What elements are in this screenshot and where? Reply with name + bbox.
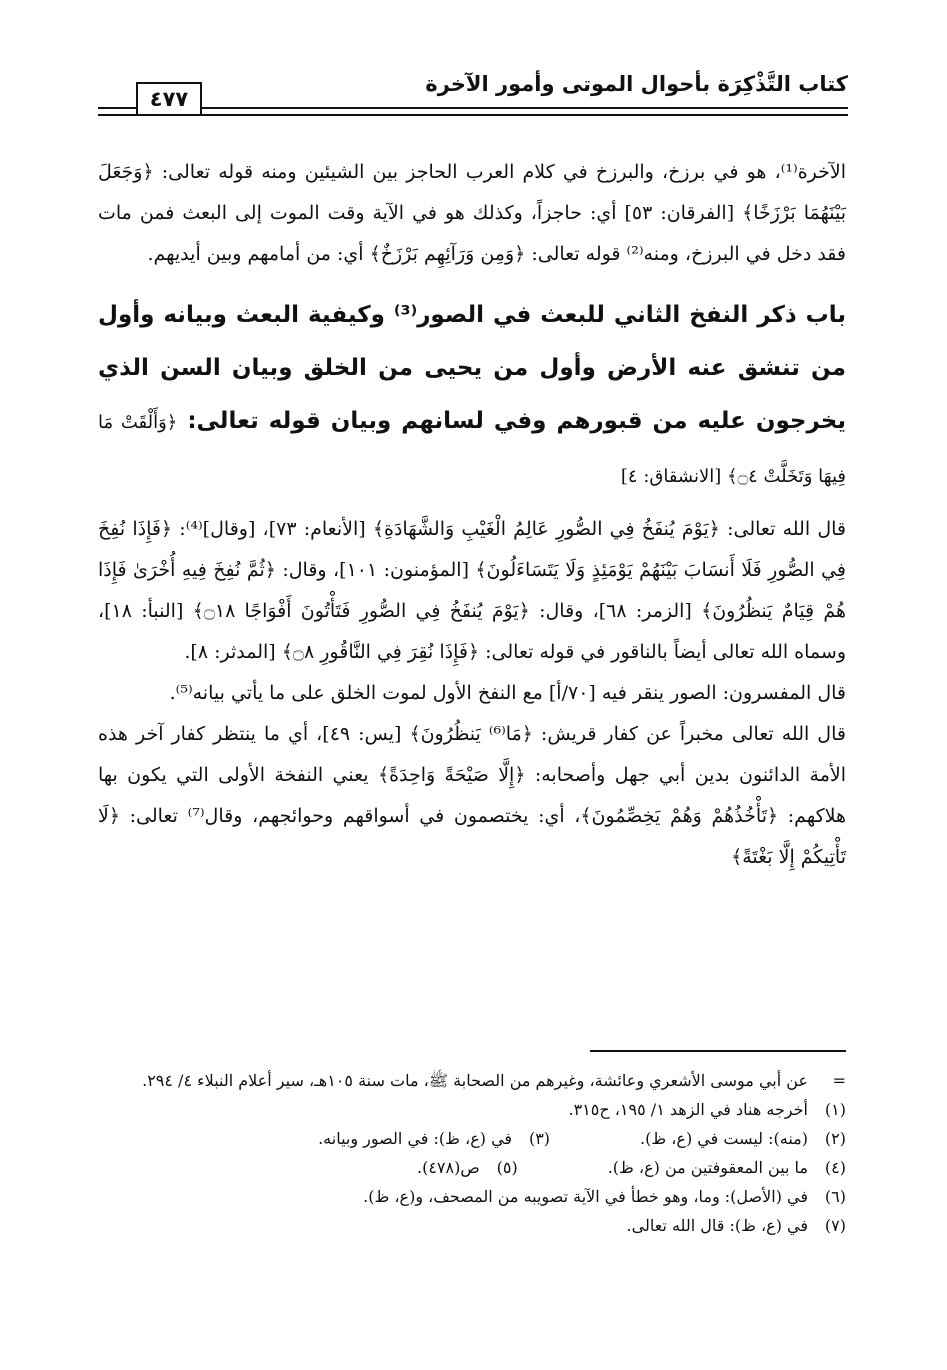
footnote-marker: = (832, 1071, 846, 1090)
footnote-item (318, 1124, 550, 1153)
footnote-number: (٢) (824, 1129, 846, 1148)
footnote-item (417, 1153, 518, 1182)
footnote-text: في (الأصل): وما، وهو خطأ في الآية تصويبه من المصحف، و(ع، ظ). (363, 1187, 808, 1206)
header-rule-bottom (98, 114, 848, 116)
footnote-item (640, 1124, 846, 1153)
footnote-line (98, 1124, 846, 1153)
footnote-item (627, 1211, 846, 1240)
footnote-number: (١) (824, 1100, 846, 1119)
footnote-line (98, 1153, 846, 1182)
footnote-text: ما بين المعقوفتين من (ع، ظ). (607, 1158, 808, 1177)
main-text (98, 152, 846, 878)
footnote-line (98, 1182, 846, 1211)
chapter-heading-text: باب ذكر النفخ الثاني للبعث في الصور⁽³⁾ وكيفية البعث وبيانه وأول من تنشق عنه الأرض وأول من يحيى من الخلق وبيان السن الذي يخرجون عليه من قبورهم وفي لسانهم وبيان قوله تعالى: (98, 302, 847, 434)
footnote-separator (590, 1050, 846, 1052)
footnote-text: (منه): ليست في (ع، ظ). (640, 1129, 808, 1148)
footnote-item (608, 1153, 846, 1182)
page-header (98, 66, 848, 126)
footnote-line (98, 1095, 846, 1124)
paragraph: قال الله تعالى مخبراً عن كفار قريش: ﴿مَا⁽⁶⁾ يَنظُرُونَ﴾ [يس: ٤٩]، أي ما ينتظر كفار آخر هذه الأمة الدائنون بدين أبي جهل وأصحابه: ﴿إِلَّا صَيْحَةً وَاحِدَةً﴾ يعني النفخة الأولى التي يكون بها هلاكهم: ﴿تَأْخُذُهُمْ وَهُمْ يَخِصِّمُونَ﴾، أي: يختصمون في أسواقهم وحوائجهم، وقال⁽⁷⁾ تعالى: ﴿لَا تَأْتِيكُمْ إِلَّا بَغْتَةً﴾ (98, 723, 846, 868)
footnote-number: (٧) (824, 1216, 846, 1235)
chapter-heading (98, 289, 846, 503)
footnote-text: عن أبي موسى الأشعري وعائشة، وغيرهم من الصحابة ﷺ، مات سنة ١٠٥هـ، سير أعلام النبلاء ٤/ ٢٩٤. (142, 1071, 808, 1090)
paragraph: قال الله تعالى: ﴿يَوْمَ يُنفَخُ فِي الصُّورِ عَالِمُ الْغَيْبِ وَالشَّهَادَةِ﴾ [الأنعام: ٧٣]، [وقال]⁽⁴⁾: ﴿فَإِذَا نُفِخَ فِي الصُّورِ فَلَا أَنسَابَ بَيْنَهُمْ يَوْمَئِذٍ وَلَا يَتَسَاءَلُونَ﴾ [المؤمنون: ١٠١]، وقال: ﴿ثُمَّ نُفِخَ فِيهِ أُخْرَىٰ فَإِذَا هُمْ قِيَامٌ يَنظُرُونَ﴾ [الزمر: ٦٨]، وقال: ﴿يَوْمَ يُنفَخُ فِي الصُّورِ فَتَأْتُونَ أَفْوَاجًا ۝١٨﴾ [النبأ: ١٨]، وسماه الله تعالى أيضاً بالناقور في قوله تعالى: ﴿فَإِذَا نُقِرَ فِي النَّاقُورِ ۝٨﴾ [المدثر: ٨]. (98, 518, 846, 663)
footnote-number: (٣) (528, 1129, 551, 1148)
page-number: ٤٧٧ (136, 82, 202, 116)
chapter-heading-verse: ﴿وَأَلْقَتْ مَا فِيهَا وَتَخَلَّتْ ۝٤﴾ [الانشقاق: ٤] (98, 412, 846, 487)
footnote-text: في (ع، ظ): قال الله تعالى. (626, 1216, 808, 1235)
intro-paragraph: الآخرة⁽¹⁾، هو في برزخ، والبرزخ في كلام العرب الحاجز بين الشيئين ومنه قوله تعالى: ﴿وَجَعَلَ بَيْنَهُمَا بَرْزَخًا﴾ [الفرقان: ٥٣] أي: حاجزاً، وكذلك هو في الآية وقت الموت إلى البعث فمن مات فقد دخل في البرزخ، ومنه⁽²⁾ قوله تعالى: ﴿وَمِن وَرَآئِهِم بَرْزَخٌ﴾ أي: من أمامهم وبين أيديهم. (98, 161, 846, 265)
footnote-text: ص(٤٧٨). (417, 1158, 480, 1177)
footnotes (98, 1066, 846, 1240)
footnote-line (98, 1211, 846, 1240)
book-title: كتاب التَّذْكِرَة بأحوال الموتى وأمور الآخرة (425, 72, 848, 96)
footnote-number: (٦) (824, 1187, 846, 1206)
footnote-continuation (98, 1066, 846, 1095)
footnote-number: (٥) (496, 1158, 518, 1177)
paragraph: قال المفسرون: الصور ينقر فيه [٧٠/أ] مع النفخ الأول لموت الخلق على ما يأتي بيانه⁽⁵⁾. (169, 682, 846, 704)
footnote-text: في (ع، ظ): في الصور وبيانه. (318, 1129, 513, 1148)
footnote-item (568, 1095, 846, 1124)
footnote-text: أخرجه هناد في الزهد ١/ ١٩٥، ح٣١٥. (568, 1100, 808, 1119)
footnote-item (363, 1182, 846, 1211)
footnote-number: (٤) (824, 1158, 846, 1177)
header-rule-top (98, 107, 848, 109)
